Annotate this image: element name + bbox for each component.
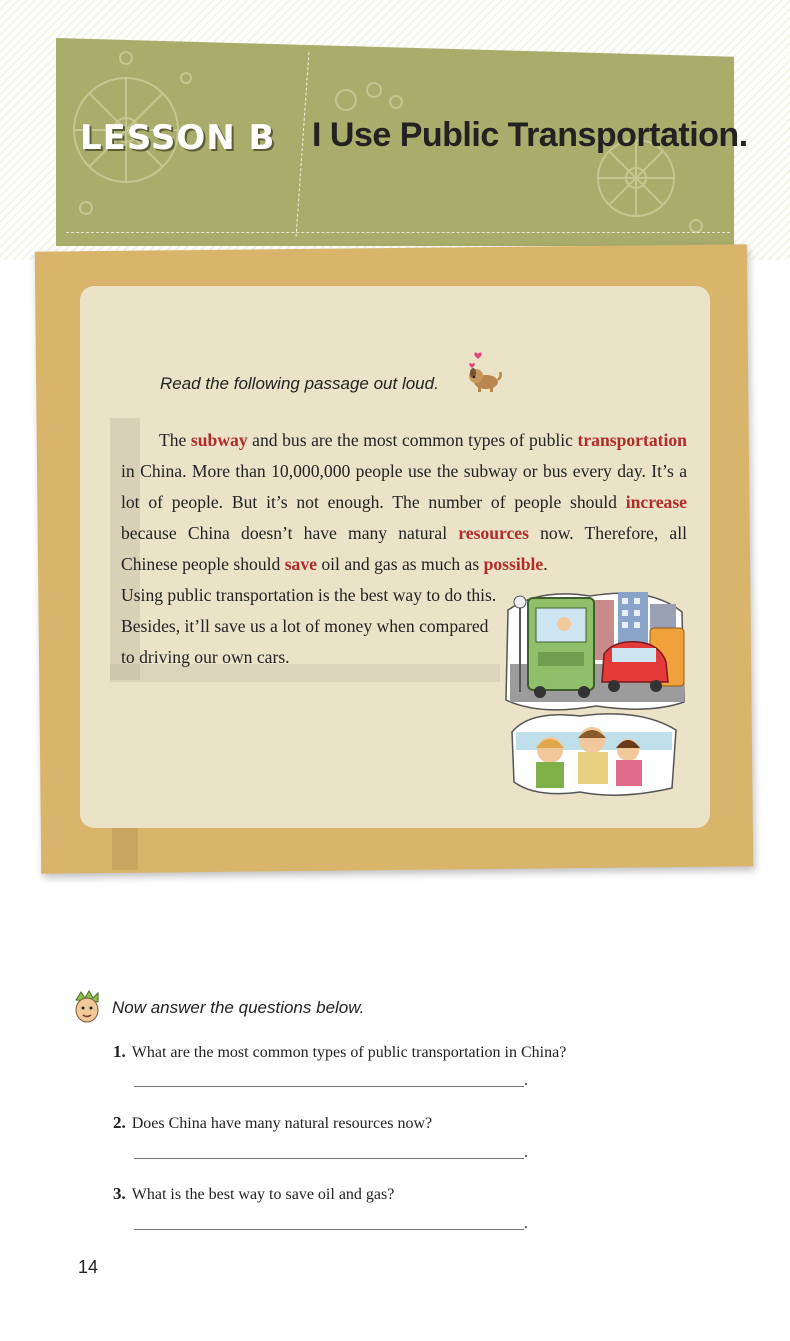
lesson-title: I Use Public Transportation. [312, 116, 748, 154]
passage-run: The [159, 430, 191, 450]
question-2 [113, 1113, 432, 1133]
reading-instruction: Read the following passage out loud. [160, 374, 439, 393]
question-number: 2. [113, 1113, 126, 1132]
answer-line-3[interactable] [134, 1229, 524, 1230]
passage-run: because China doesn’t have many natural [121, 523, 459, 543]
questions-instruction: Now answer the questions below. [112, 998, 365, 1017]
question-3 [113, 1184, 394, 1204]
keyword-increase: increase [625, 492, 687, 512]
page-number: 14 [78, 1257, 99, 1277]
question-number: 3. [113, 1184, 126, 1203]
passage-paragraph-1 [121, 425, 687, 580]
keyword-subway: subway [190, 430, 248, 450]
keyword-resources: resources [458, 523, 529, 543]
dog-icon [464, 350, 504, 394]
answer-period-2: . [524, 1144, 528, 1161]
question-1 [113, 1042, 566, 1062]
answer-line-1[interactable] [134, 1086, 524, 1087]
keyword-transportation: transportation [577, 430, 687, 450]
passage-paragraph-2: Using public transportation is the best way to do this. Besides, it’ll save us a lot of money when compared to driving our own cars. [121, 585, 497, 667]
banner-underline [66, 232, 730, 233]
answer-line-2[interactable] [134, 1158, 524, 1159]
passage-run: and bus are the most common types of public [247, 430, 578, 450]
answer-period-1: . [524, 1072, 528, 1089]
mascot-icon [72, 990, 102, 1024]
passage-run: . [543, 554, 548, 574]
answer-period-3: . [524, 1215, 528, 1232]
lesson-label: LESSON B [80, 118, 276, 158]
question-number: 1. [113, 1042, 126, 1061]
question-text: What is the best way to save oil and gas? [131, 1186, 395, 1203]
keyword-possible: possible [483, 554, 544, 574]
passage-run: in China. More than 10,000,000 people use the subway or bus every day. It’s a lot of people. But it’s not enough. The number of people should [121, 461, 687, 512]
passage-run: oil and gas as much as [316, 554, 484, 574]
transportation-illustration [500, 582, 688, 802]
question-text: What are the most common types of public transportation in China? [131, 1044, 567, 1061]
keyword-save: save [284, 554, 317, 574]
passage-run: now. Therefore, all Chinese people should [121, 523, 688, 574]
question-text: Does China have many natural resources now? [131, 1115, 433, 1132]
